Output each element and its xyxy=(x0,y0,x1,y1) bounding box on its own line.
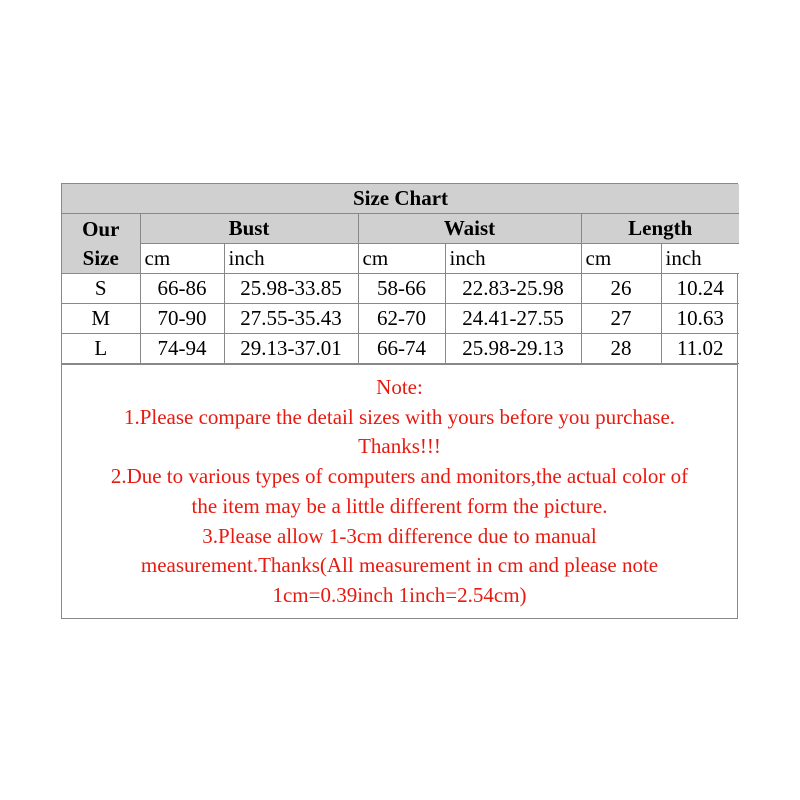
length-inch-cell: 10.63 xyxy=(661,304,739,334)
title-row xyxy=(62,184,739,214)
length-header: Length xyxy=(581,214,739,244)
length-inch-unit: inch xyxy=(661,244,739,274)
size-label: S xyxy=(62,274,140,304)
waist-header: Waist xyxy=(358,214,581,244)
size-label: M xyxy=(62,304,140,334)
bust-inch-unit: inch xyxy=(224,244,358,274)
bust-header: Bust xyxy=(140,214,358,244)
note-line: measurement.Thanks(All measurement in cm and please note xyxy=(140,553,659,578)
length-cm-unit: cm xyxy=(581,244,661,274)
note-line: 1.Please compare the detail sizes with yours before you purchase. xyxy=(123,404,676,429)
length-cm-cell: 26 xyxy=(581,274,661,304)
our-size-label-line2: Size xyxy=(82,245,119,270)
bust-cm-cell: 66-86 xyxy=(140,274,224,304)
length-cm-cell: 27 xyxy=(581,304,661,334)
bust-inch-cell: 25.98-33.85 xyxy=(224,274,358,304)
size-table xyxy=(62,184,739,364)
bust-cm-cell: 70-90 xyxy=(140,304,224,334)
bust-cm-cell: 74-94 xyxy=(140,334,224,364)
waist-cm-cell: 66-74 xyxy=(358,334,445,364)
waist-inch-unit: inch xyxy=(445,244,581,274)
waist-inch-cell: 24.41-27.55 xyxy=(445,304,581,334)
length-inch-cell: 11.02 xyxy=(661,334,739,364)
our-size-label-line1: Our xyxy=(82,216,120,241)
note-line: Thanks!!! xyxy=(358,434,441,459)
size-chart xyxy=(61,183,738,619)
table-row xyxy=(62,334,739,364)
unit-header-row xyxy=(62,244,739,274)
group-header-row xyxy=(62,214,739,244)
note-line: 1cm=0.39inch 1inch=2.54cm) xyxy=(272,582,527,607)
table-row xyxy=(62,304,739,334)
waist-cm-cell: 62-70 xyxy=(358,304,445,334)
bust-inch-cell: 27.55-35.43 xyxy=(224,304,358,334)
table-row xyxy=(62,274,739,304)
note-heading: Note: xyxy=(376,375,423,399)
bust-inch-cell: 29.13-37.01 xyxy=(224,334,358,364)
note-line: 2.Due to various types of computers and monitors,the actual color of xyxy=(110,464,689,489)
note-block xyxy=(62,364,737,618)
note-line: the item may be a little different form the picture. xyxy=(191,493,608,518)
length-inch-cell: 10.24 xyxy=(661,274,739,304)
bust-cm-unit: cm xyxy=(140,244,224,274)
chart-title: Size Chart xyxy=(62,184,739,214)
waist-inch-cell: 22.83-25.98 xyxy=(445,274,581,304)
waist-inch-cell: 25.98-29.13 xyxy=(445,334,581,364)
size-label: L xyxy=(62,334,140,364)
our-size-header xyxy=(62,214,140,274)
length-cm-cell: 28 xyxy=(581,334,661,364)
waist-cm-cell: 58-66 xyxy=(358,274,445,304)
waist-cm-unit: cm xyxy=(358,244,445,274)
note-line: 3.Please allow 1-3cm difference due to manual xyxy=(202,523,597,548)
